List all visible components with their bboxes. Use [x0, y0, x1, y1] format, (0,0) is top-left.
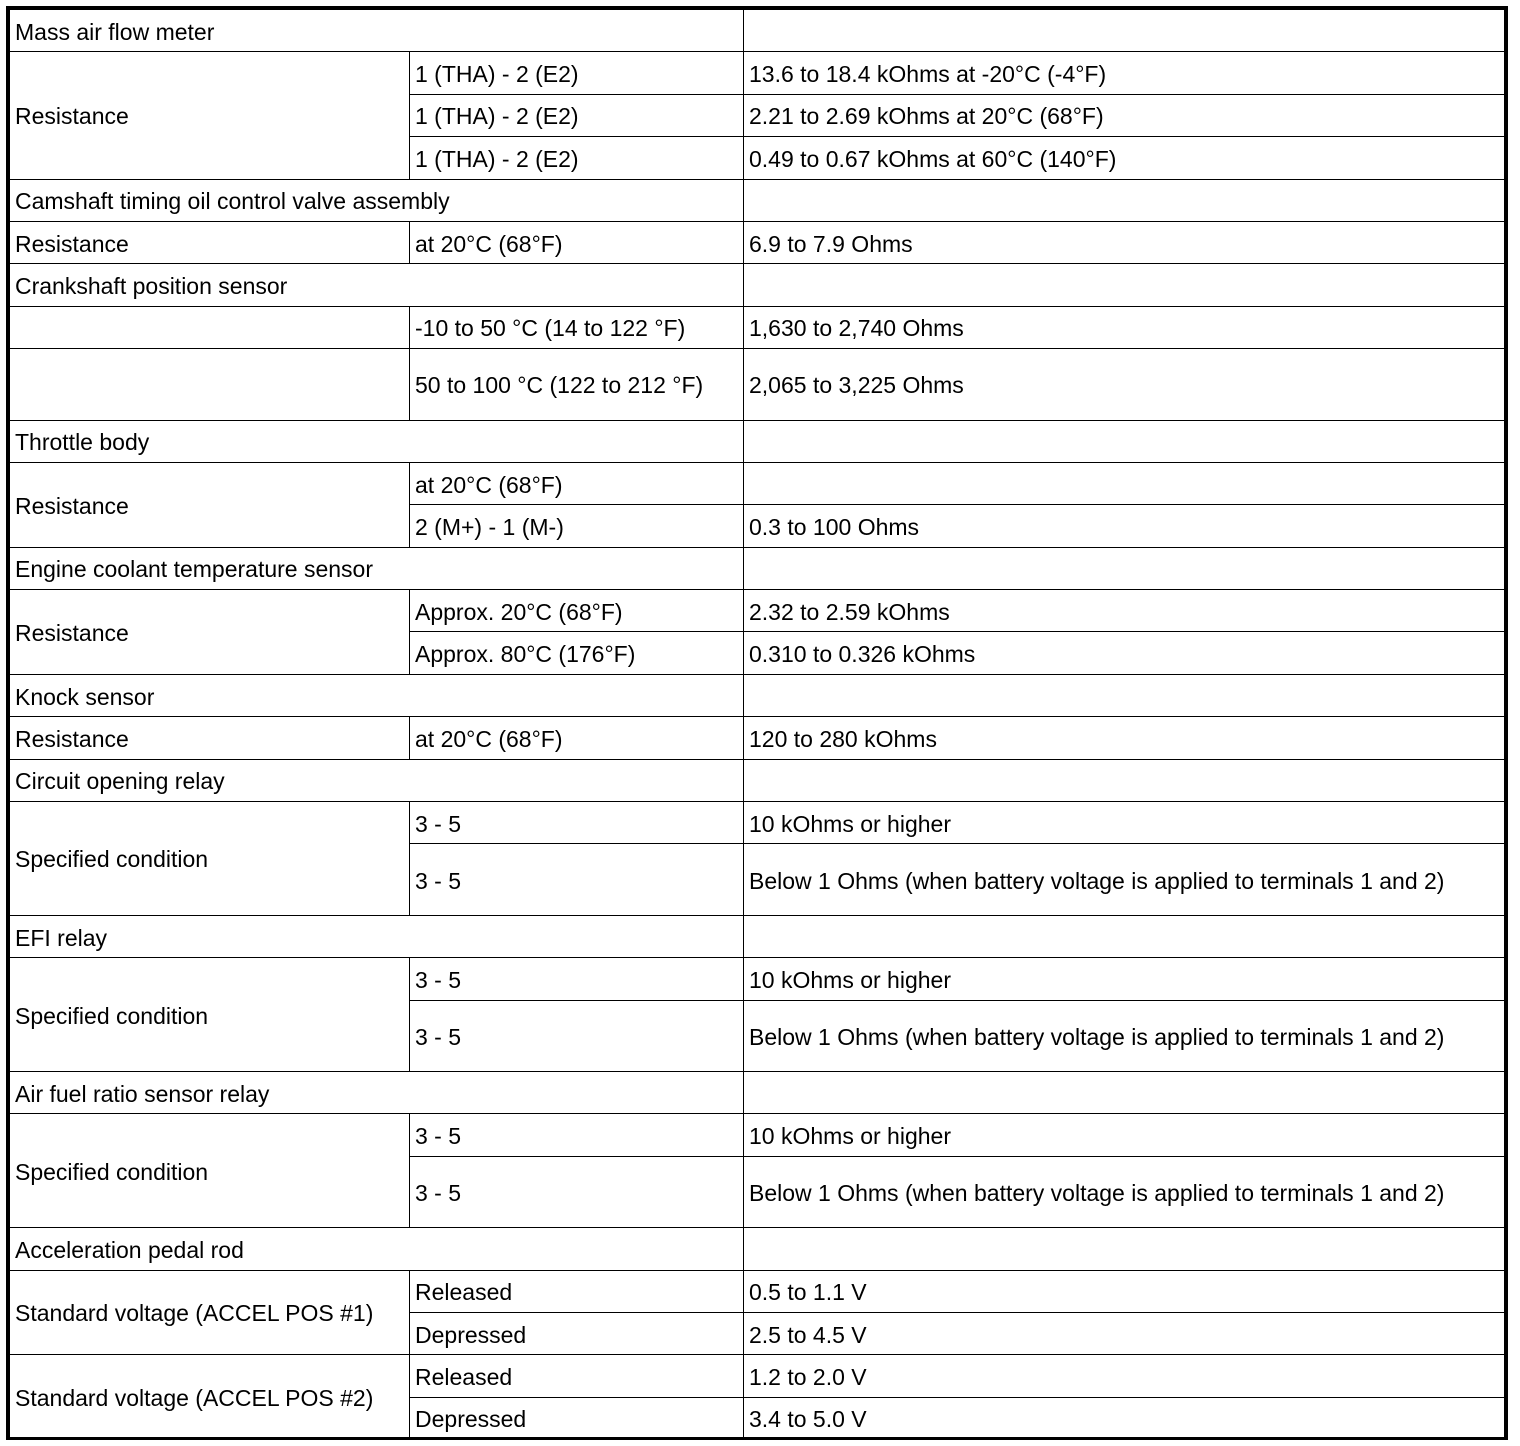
table-row: [10, 1270, 1505, 1312]
condition-cell: at 20°C (68°F): [410, 462, 744, 504]
parameter-cell: Standard voltage (ACCEL POS #2): [10, 1355, 410, 1440]
condition-cell: -10 to 50 °C (14 to 122 °F): [410, 306, 744, 348]
empty-cell: [744, 420, 1505, 462]
section-header-row: [10, 547, 1505, 589]
parameter-cell: Specified condition: [10, 1114, 410, 1228]
section-header-row: [10, 420, 1505, 462]
table-row: [10, 717, 1505, 759]
section-header-row: [10, 10, 1505, 52]
empty-cell: [744, 759, 1505, 801]
condition-cell: 2 (M+) - 1 (M-): [410, 505, 744, 547]
condition-cell: 3 - 5: [410, 1000, 744, 1071]
value-cell: 2.5 to 4.5 V: [744, 1312, 1505, 1354]
section-title: EFI relay: [10, 915, 744, 957]
parameter-cell: Resistance: [10, 221, 410, 263]
table-row: [10, 958, 1505, 1000]
section-title: Circuit opening relay: [10, 759, 744, 801]
value-cell: 1.2 to 2.0 V: [744, 1355, 1505, 1397]
condition-cell: 3 - 5: [410, 1114, 744, 1156]
section-header-row: [10, 1071, 1505, 1113]
parameter-cell: Resistance: [10, 52, 410, 179]
condition-cell: 3 - 5: [410, 802, 744, 844]
value-cell: 1,630 to 2,740 Ohms: [744, 306, 1505, 348]
value-cell: 10 kOhms or higher: [744, 1114, 1505, 1156]
condition-cell: 50 to 100 °C (122 to 212 °F): [410, 349, 744, 420]
parameter-cell: Specified condition: [10, 958, 410, 1072]
section-title: Throttle body: [10, 420, 744, 462]
value-cell: 3.4 to 5.0 V: [744, 1397, 1505, 1439]
section-header-row: [10, 1228, 1505, 1270]
table-row: [10, 1114, 1505, 1156]
value-cell: 6.9 to 7.9 Ohms: [744, 221, 1505, 263]
condition-cell: 3 - 5: [410, 1156, 744, 1227]
empty-cell: [744, 674, 1505, 716]
empty-cell: [10, 306, 410, 348]
empty-cell: [744, 264, 1505, 306]
value-cell: 2.21 to 2.69 kOhms at 20°C (68°F): [744, 94, 1505, 136]
condition-cell: Approx. 20°C (68°F): [410, 590, 744, 632]
empty-cell: [744, 915, 1505, 957]
table-row: [10, 221, 1505, 263]
condition-cell: at 20°C (68°F): [410, 717, 744, 759]
condition-cell: Depressed: [410, 1312, 744, 1354]
section-title: Knock sensor: [10, 674, 744, 716]
condition-cell: 1 (THA) - 2 (E2): [410, 137, 744, 179]
condition-cell: at 20°C (68°F): [410, 221, 744, 263]
condition-cell: 3 - 5: [410, 958, 744, 1000]
value-cell: 10 kOhms or higher: [744, 802, 1505, 844]
section-header-row: [10, 915, 1505, 957]
condition-cell: Released: [410, 1270, 744, 1312]
value-cell: Below 1 Ohms (when battery voltage is applied to terminals 1 and 2): [744, 1000, 1505, 1071]
section-title: Acceleration pedal rod: [10, 1228, 744, 1270]
value-cell: 13.6 to 18.4 kOhms at -20°C (-4°F): [744, 52, 1505, 94]
condition-cell: Depressed: [410, 1397, 744, 1439]
value-cell: 0.5 to 1.1 V: [744, 1270, 1505, 1312]
specification-table: [6, 6, 1508, 1440]
parameter-cell: Resistance: [10, 462, 410, 547]
value-cell: 0.3 to 100 Ohms: [744, 505, 1505, 547]
empty-cell: [10, 349, 410, 420]
empty-cell: [744, 1071, 1505, 1113]
parameter-cell: Specified condition: [10, 802, 410, 916]
table-row: [10, 1355, 1505, 1397]
table-row: [10, 306, 1505, 348]
section-header-row: [10, 759, 1505, 801]
empty-cell: [744, 1228, 1505, 1270]
table-row: [10, 349, 1505, 420]
parameter-cell: Resistance: [10, 717, 410, 759]
value-cell: Below 1 Ohms (when battery voltage is applied to terminals 1 and 2): [744, 1156, 1505, 1227]
empty-cell: [744, 179, 1505, 221]
section-header-row: [10, 264, 1505, 306]
section-title: Air fuel ratio sensor relay: [10, 1071, 744, 1113]
section-title: Mass air flow meter: [10, 10, 744, 52]
empty-cell: [744, 547, 1505, 589]
condition-cell: 1 (THA) - 2 (E2): [410, 94, 744, 136]
value-cell: 0.310 to 0.326 kOhms: [744, 632, 1505, 674]
value-cell: 2.32 to 2.59 kOhms: [744, 590, 1505, 632]
table-row: [10, 462, 1505, 504]
section-header-row: [10, 674, 1505, 716]
value-cell: Below 1 Ohms (when battery voltage is applied to terminals 1 and 2): [744, 844, 1505, 915]
empty-cell: [744, 10, 1505, 52]
value-cell: 2,065 to 3,225 Ohms: [744, 349, 1505, 420]
condition-cell: Approx. 80°C (176°F): [410, 632, 744, 674]
condition-cell: Released: [410, 1355, 744, 1397]
parameter-cell: Standard voltage (ACCEL POS #1): [10, 1270, 410, 1355]
spec-table: [9, 9, 1505, 1440]
section-title: Camshaft timing oil control valve assembly: [10, 179, 744, 221]
value-cell: [744, 462, 1505, 504]
value-cell: 10 kOhms or higher: [744, 958, 1505, 1000]
table-row: [10, 590, 1505, 632]
value-cell: 120 to 280 kOhms: [744, 717, 1505, 759]
section-header-row: [10, 179, 1505, 221]
parameter-cell: Resistance: [10, 590, 410, 675]
condition-cell: 1 (THA) - 2 (E2): [410, 52, 744, 94]
section-title: Engine coolant temperature sensor: [10, 547, 744, 589]
table-row: [10, 52, 1505, 94]
value-cell: 0.49 to 0.67 kOhms at 60°C (140°F): [744, 137, 1505, 179]
condition-cell: 3 - 5: [410, 844, 744, 915]
section-title: Crankshaft position sensor: [10, 264, 744, 306]
table-row: [10, 802, 1505, 844]
